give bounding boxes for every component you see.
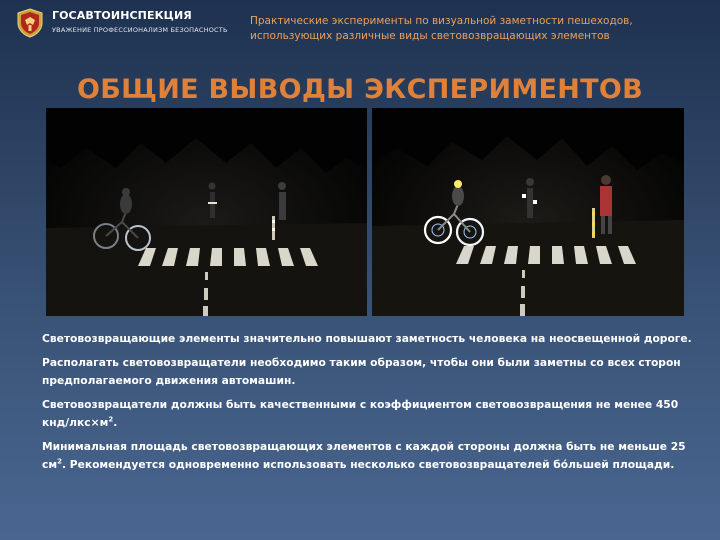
conclusion-3-sup: 2 — [108, 415, 114, 424]
subtitle-line-2: использующих различные виды световозвращающих элементов — [250, 30, 610, 42]
conclusion-3-end: . — [113, 416, 118, 429]
traffic-police-emblem-icon — [16, 8, 44, 38]
conclusion-4-sup: 2 — [57, 457, 62, 466]
conclusion-3 — [42, 396, 692, 432]
conclusion-2: Располагать световозвращатели необходимо таким образом, чтобы они были заметны со всех сторон предполагаемого движения автомашин. — [42, 356, 681, 387]
subtitle-line-1: Практические эксперименты по визуальной заметности пешеходов, — [250, 15, 633, 27]
org-tagline: УВАЖЕНИЕ ПРОФЕССИОНАЛИЗМ БЕЗОПАСНОСТЬ — [52, 26, 228, 34]
photo-left-crosswalk — [46, 108, 367, 316]
night-crosswalk-pedestrians-with-reflectors — [46, 108, 367, 316]
conclusion-1: Световозвращающие элементы значительно повышают заметность человека на неосвещенной дороге. — [42, 332, 692, 345]
presentation-subtitle — [250, 14, 680, 44]
conclusion-3-text: Световозвращатели должны быть качественными с коэффициентом световозвращения не менее 450 кнд/лкс — [42, 398, 679, 429]
conclusion-3-unit: м — [99, 416, 109, 429]
conclusion-4-text: Минимальная площадь световозвращающих элементов с каждой стороны должна быть не меньше 25 см — [42, 440, 686, 471]
night-crosswalk-pedestrians-with-reflectors — [372, 108, 684, 316]
org-name: ГОСАВТОИНСПЕКЦИЯ — [52, 9, 192, 22]
photo-right-crosswalk — [372, 108, 684, 316]
conclusion-3-mult: × — [90, 416, 100, 429]
conclusion-4 — [42, 438, 692, 474]
conclusions-list — [42, 330, 692, 480]
page-title: ОБЩИЕ ВЫВОДЫ ЭКСПЕРИМЕНТОВ — [76, 74, 644, 105]
conclusion-4-end: . Рекомендуется одновременно использовать несколько световозвращателей бо́льшей площади. — [61, 458, 675, 471]
